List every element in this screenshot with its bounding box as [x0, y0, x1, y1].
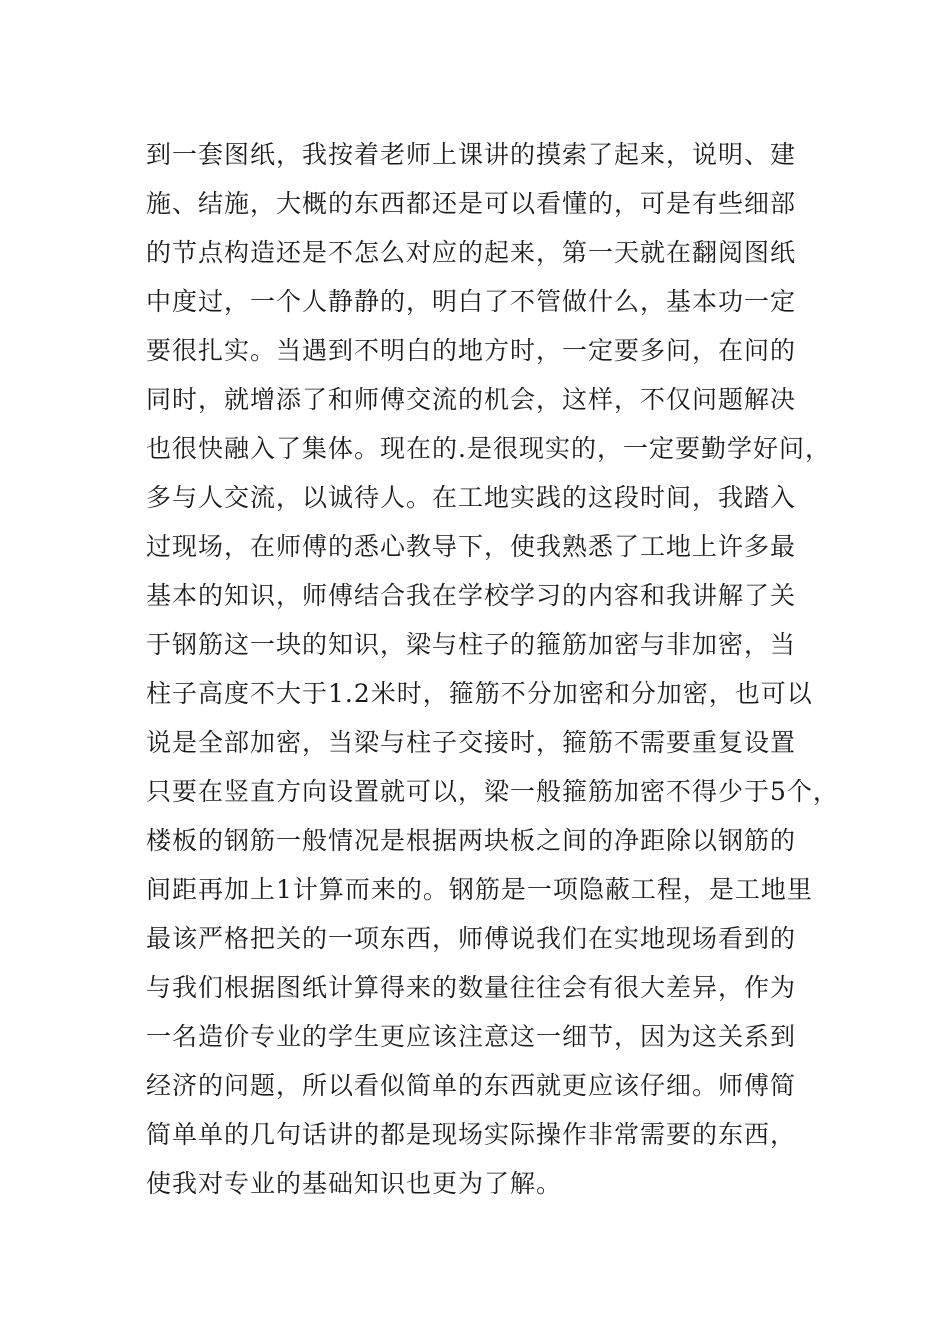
text-line: 施、结施，大概的东西都还是可以看懂的，可是有些细部: [146, 189, 797, 218]
text-line: 到一套图纸，我按着老师上课讲的摸索了起来，说明、建: [146, 140, 797, 169]
text-line: 也很快融入了集体。现在的.是很现实的，一定要勤学好问，: [146, 434, 831, 463]
text-line: 楼板的钢筋一般情况是根据两块板之间的净距除以钢筋的: [146, 826, 797, 855]
text-line: 基本的知识，师傅结合我在学校学习的内容和我讲解了关: [146, 581, 797, 610]
text-line: 于钢筋这一块的知识，梁与柱子的箍筋加密与非加密，当: [146, 630, 797, 659]
text-line: 柱子高度不大于1.2米时，箍筋不分加密和分加密，也可以: [146, 679, 813, 708]
text-line: 同时，就增添了和师傅交流的机会，这样，不仅问题解决: [146, 385, 797, 414]
body-paragraph: [146, 130, 839, 1208]
text-line: 中度过，一个人静静的，明白了不管做什么，基本功一定: [146, 287, 797, 316]
text-line: 要很扎实。当遇到不明白的地方时，一定要多问，在问的: [146, 336, 797, 365]
text-line: 间距再加上1计算而来的。钢筋是一项隐蔽工程，是工地里: [146, 875, 813, 904]
text-line: 说是全部加密，当梁与柱子交接时，箍筋不需要重复设置: [146, 728, 797, 757]
text-line: 最该严格把关的一项东西，师傅说我们在实地现场看到的: [146, 924, 797, 953]
text-line: 的节点构造还是不怎么对应的起来，第一天就在翻阅图纸: [146, 238, 797, 267]
text-line: 使我对专业的基础知识也更为了解。: [146, 1169, 563, 1198]
text-line: 只要在竖直方向设置就可以，梁一般箍筋加密不得少于5个，: [146, 777, 839, 806]
text-line: 简单单的几句话讲的都是现场实际操作非常需要的东西，: [146, 1120, 797, 1149]
text-line: 与我们根据图纸计算得来的数量往往会有很大差异，作为: [146, 973, 797, 1002]
text-line: 多与人交流，以诚待人。在工地实践的这段时间，我踏入: [146, 483, 797, 512]
text-line: 经济的问题，所以看似简单的东西就更应该仔细。师傅简: [146, 1071, 797, 1100]
text-line: 过现场，在师傅的悉心教导下，使我熟悉了工地上许多最: [146, 532, 797, 561]
text-line: 一名造价专业的学生更应该注意这一细节，因为这关系到: [146, 1022, 797, 1051]
